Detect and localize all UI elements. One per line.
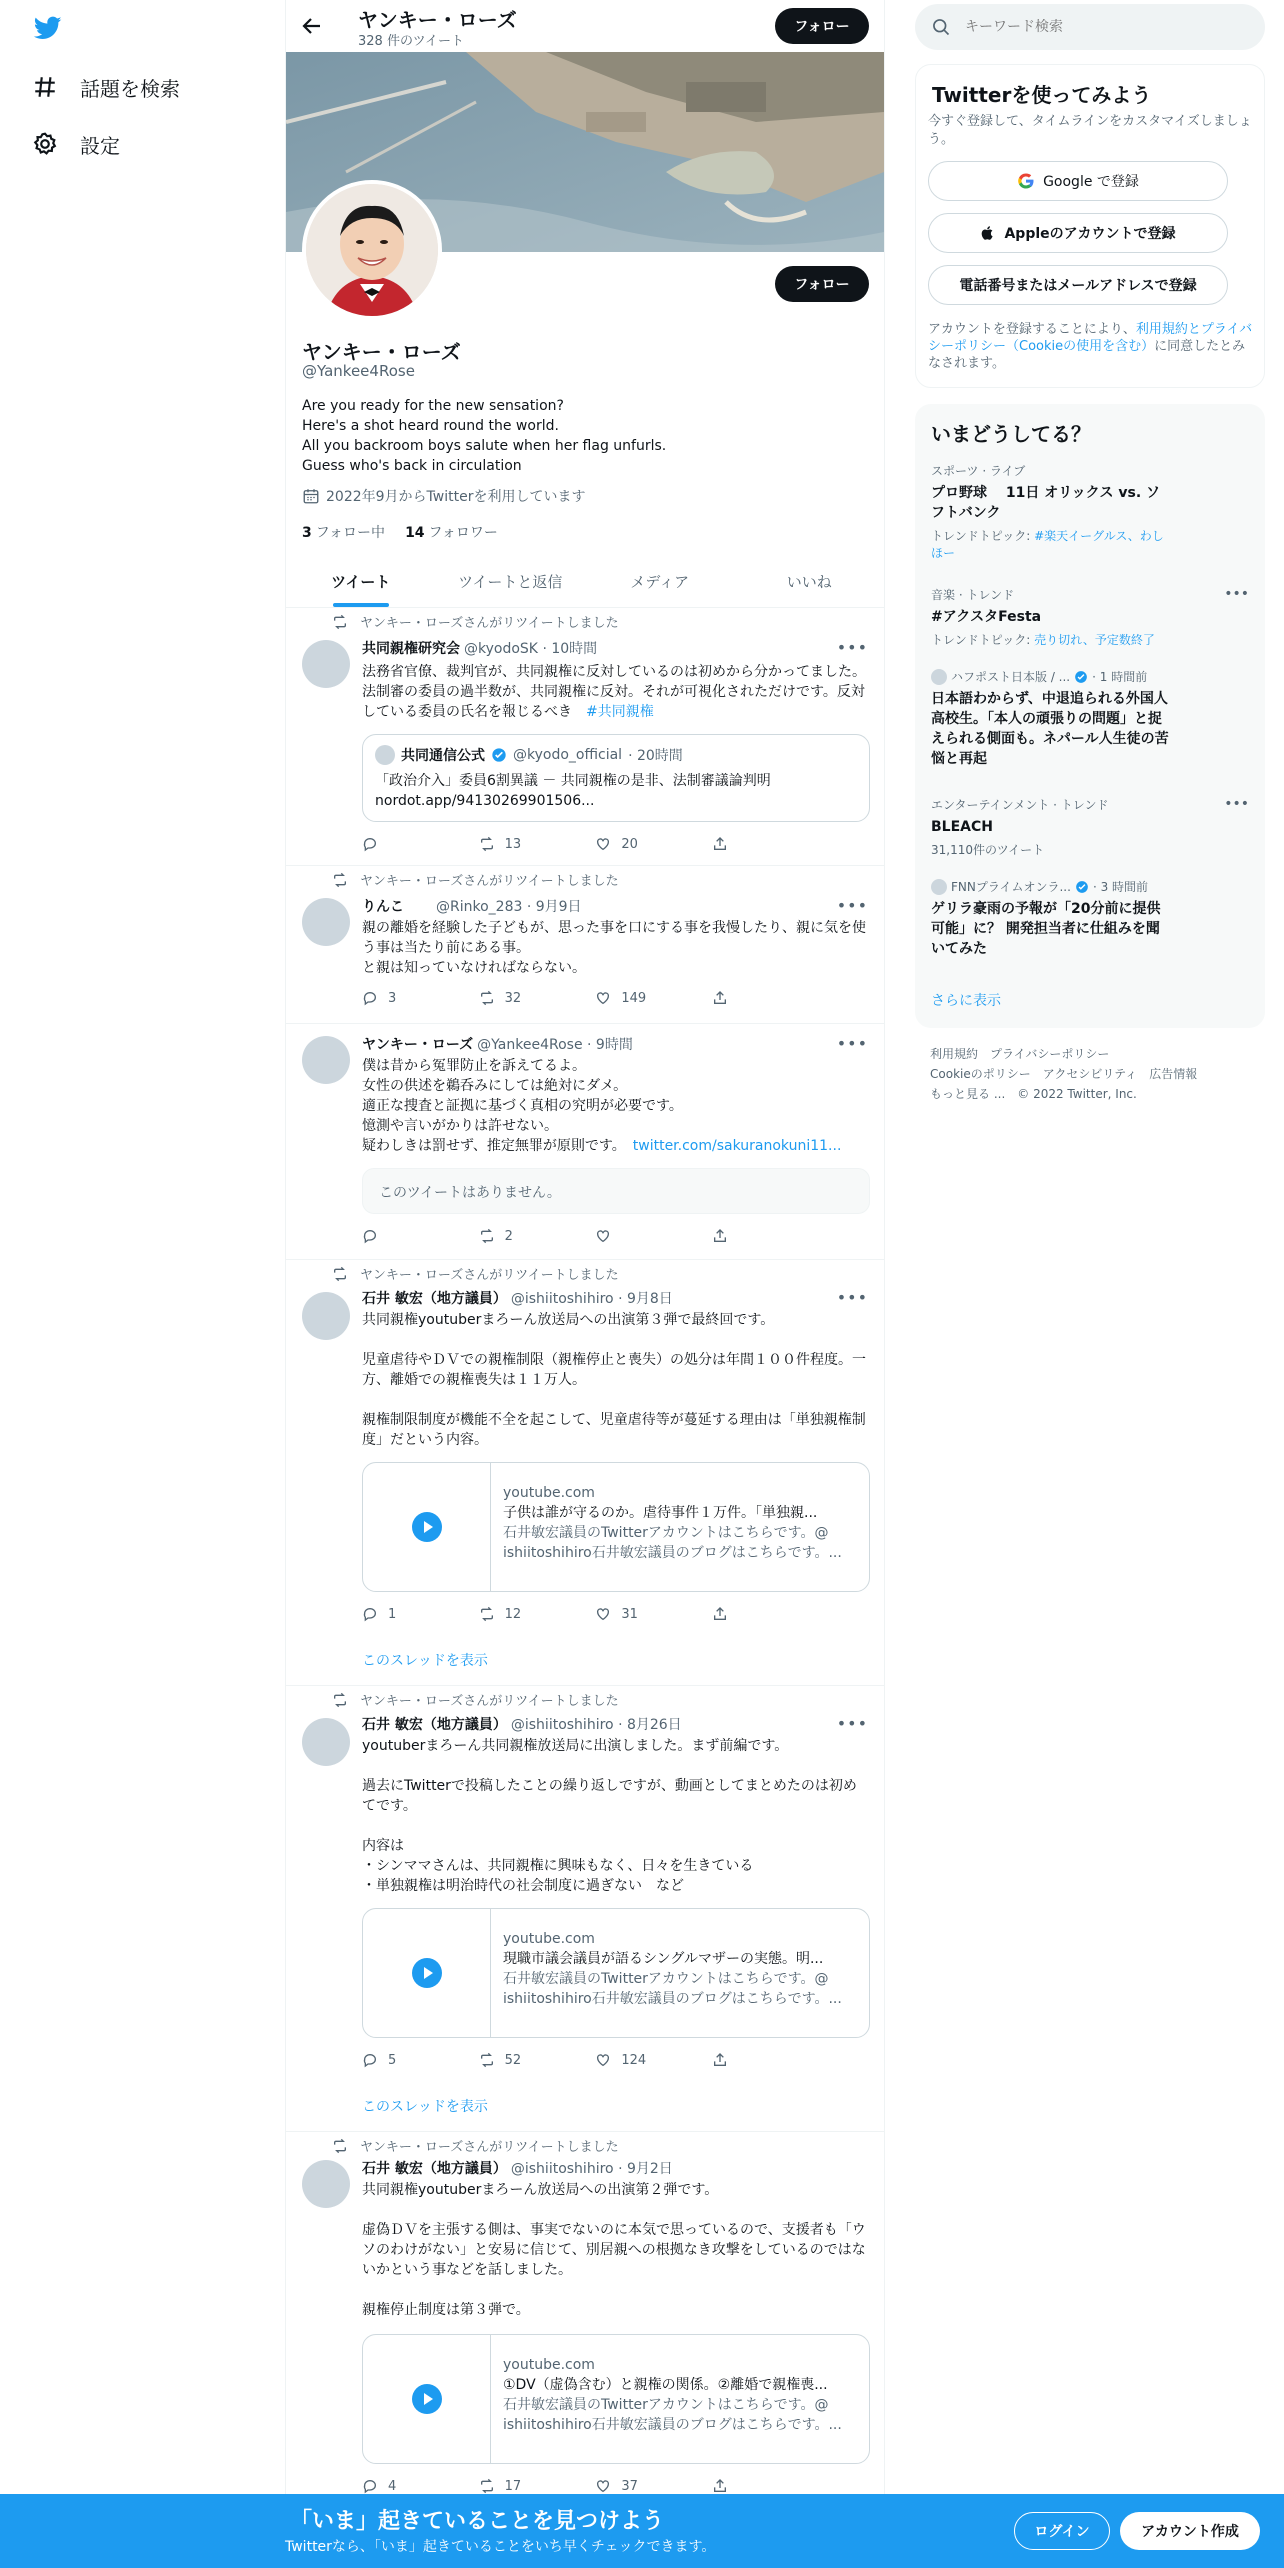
profile-follow-stats [302,522,498,542]
publisher-avatar [931,879,947,895]
trends-panel [915,404,1265,1028]
trend-title: BLEACH [931,819,993,835]
tweet-avatar[interactable] [302,1292,350,1340]
apple-icon [980,224,996,242]
quote-tweet[interactable] [362,734,870,822]
calendar-icon [302,487,320,505]
retweet-icon [479,1228,495,1244]
trend-item[interactable] [931,796,1249,858]
retweet-icon [332,2138,348,2154]
tweet-author-handle: @Yankee4Rose [477,1037,583,1053]
tweet-author-name[interactable]: 共同親権研究会 [362,641,460,657]
retweet-count: 32 [504,990,522,1006]
more-icon[interactable]: ••• [1224,586,1249,602]
signup-subtitle: 今すぐ登録して、タイムラインをカスタマイズしましょう。 [928,114,1252,147]
link-card[interactable] [362,1462,870,1592]
reply-button[interactable] [362,836,432,852]
signup-title: Twitterを使ってみよう [932,83,1152,107]
nav-explore[interactable] [32,67,180,107]
signup-terms [928,321,1254,372]
retweet-indicator [332,1264,619,1283]
trend-meta: エンターテインメント · トレンド [931,798,1109,812]
tweet-text: 親の離婚を経験した子どもが、思った事を口にする事を我慢したり、親に気を使う事は当たり前にある事。 と親は知っていなければならない。 [362,920,866,976]
link-card[interactable] [362,1908,870,2038]
followers-label: フォロワー [428,525,498,541]
trend-links[interactable]: 売り切れ、予定数終了 [1034,633,1155,647]
footer-link-terms[interactable]: 利用規約 [930,1047,979,1061]
followers-link[interactable] [405,522,498,542]
share-button[interactable] [712,1606,782,1622]
topbar-tweet-count: 328 件のツイート [358,34,465,49]
tweet-avatar[interactable] [302,1718,350,1766]
trend-item[interactable] [931,878,1249,959]
tweet-author-handle: @Rinko_283 [436,899,523,915]
tweet-header [362,1714,682,1734]
show-thread-link[interactable]: このスレッドを表示 [362,2099,488,2115]
twitter-logo-icon[interactable] [32,14,64,42]
quote-text: 「政治介入」委員6割異議 － 共同親権の是非、法制審議論判明 [375,773,771,789]
more-icon[interactable]: ••• [836,896,868,915]
share-button[interactable] [712,2052,782,2068]
avatar-image [306,184,438,316]
reply-icon [362,2478,378,2494]
tab-media[interactable]: メディア [630,573,690,591]
tweet[interactable] [286,1260,884,1686]
tab-likes[interactable]: いいね [786,573,832,591]
following-label: フォロー中 [315,525,386,541]
play-icon [412,1512,442,1542]
quote-avatar [375,745,395,765]
like-count: 20 [621,836,638,852]
tweet-text: 共同親権youtuberまろーん放送局への出演第２弾です。 虚偽ＤＶを主張する側は、事実でないのに本気で思っているので、支援者も「ウソのわけがない」と安易に信じて、別居親への根拠なき攻撃をしているのではないかという事などを話しました。 親権停止制度は第３弾で。 [362,2182,866,2318]
trend-title: ゲリラ豪雨の予報が「20分前に提供可能」に？ 開発担当者に仕組みを聞いてみた [931,901,1161,957]
retweet-indicator [332,2136,619,2155]
phone-email-signup-button[interactable]: 電話番号またはメールアドレスで登録 [928,265,1228,305]
retweet-count: 2 [504,1228,513,1244]
heart-icon [595,1606,611,1622]
tweet-author-name[interactable]: 石井 敏宏（地方議員） [362,1717,507,1733]
share-button[interactable] [712,2478,782,2494]
reply-button[interactable] [362,990,432,1006]
more-icon[interactable]: ••• [836,1714,868,1733]
more-icon[interactable]: ••• [836,638,868,657]
share-icon [712,1606,728,1622]
footer-links [930,1044,1260,1104]
tweet-hashtag[interactable]: #共同親権 [586,704,654,720]
tweet[interactable] [286,608,884,866]
quote-link: nordot.app/94130269901506... [375,793,595,809]
like-count: 31 [621,1606,638,1622]
trend-time: · 3 時間前 [1092,880,1149,894]
verified-badge-icon [1075,880,1089,894]
trend-title: #アクスタFesta [931,609,1042,625]
tweet-author-name[interactable]: りんこ [362,899,404,915]
reply-button[interactable] [362,1228,432,1244]
retweet-indicator [332,612,619,631]
tweet-author-handle: @kyodoSK [464,641,538,657]
tweet-link[interactable]: twitter.com/sakuranokuni11... [632,1138,842,1154]
card-title: ①DV（虚偽含む）と親権の関係。②離婚で親権喪... [503,2377,828,2393]
tab-tweets-and-replies[interactable]: ツイートと返信 [458,573,563,591]
quote-author-name: 共同通信公式 [401,748,485,764]
tweet-time[interactable]: · 9月2日 [618,2161,673,2177]
search-input[interactable] [965,19,1225,35]
gear-icon [32,131,58,157]
nav-settings-label: 設定 [80,133,120,158]
profile-topbar [286,0,884,52]
card-title: 現職市議会議員が語るシングルマザーの実態。明... [503,1951,824,1967]
play-icon [412,2384,442,2414]
profile-tabs [286,556,884,608]
tweet-actions [362,2052,782,2068]
apple-signup-button[interactable] [928,213,1228,253]
reply-count: 4 [388,2478,397,2494]
terms-prefix: アカウントを登録することにより、 [928,322,1136,337]
tweet-author-handle: @ishiitoshihiro [510,1717,614,1733]
heart-icon [595,990,611,1006]
reply-button[interactable] [362,2052,432,2068]
share-icon [712,990,728,1006]
card-description: ishiitoshihiro石井敏宏議員のブログはこちらです。... [503,1991,842,2007]
show-thread-link[interactable]: このスレッドを表示 [362,1653,488,1669]
tab-tweets[interactable]: ツイート [286,556,436,607]
topbar-name: ヤンキー・ローズ [358,8,517,32]
retweet-icon [479,1606,495,1622]
nav-explore-label: 話題を検索 [80,76,180,101]
trend-meta: 音楽 · トレンド [931,588,1015,602]
profile-bio: Are you ready for the new sensation? Here's a shot heard round the world. All you backroom boys salute when her flag unfurls. Guess who's back in circulation [302,398,667,474]
profile-joined [302,486,585,506]
google-icon [1017,172,1035,190]
profile-avatar[interactable] [302,180,442,320]
footer-link-accessibility[interactable]: アクセシビリティ [1042,1067,1138,1081]
terms-link[interactable]: 利用規約とプライバシーポリシー（Cookieの使用を含む） [928,322,1253,354]
retweet-indicator [332,870,619,889]
card-domain: youtube.com [503,2357,595,2373]
card-description: 石井敏宏議員のTwitterアカウントはこちらです。@ [503,1525,829,1541]
reply-count: 5 [388,2052,397,2068]
tweet[interactable] [286,866,884,1024]
tweet-text-body: 法務省官僚、裁判官が、共同親権に反対しているのは初めから分かってました。法制審の委員の過半数が、共同親権に反対。それが可視化されただけです。反対している委員の氏名を報じるべき [362,664,866,720]
tweet-text [362,662,870,722]
more-icon[interactable]: ••• [836,1034,868,1053]
tweet-text [362,1056,870,1156]
tweet-time[interactable]: · 9月8日 [618,1291,673,1307]
share-button[interactable] [712,836,782,852]
retweet-button[interactable] [479,1228,549,1244]
retweet-icon [479,2478,495,2494]
tweet-avatar[interactable] [302,2160,350,2208]
retweet-button[interactable] [479,1606,549,1622]
reply-icon [362,1228,378,1244]
footer-link-privacy[interactable]: プライバシーポリシー [990,1047,1110,1061]
trend-item[interactable] [931,586,1249,648]
reply-icon [362,2052,378,2068]
retweet-label: ヤンキー・ローズさんがリツイートしました [360,874,619,889]
login-prompt-title: 「いま」起きていることを見つけよう [290,2509,665,2534]
following-link[interactable] [302,522,385,542]
search-icon [931,17,951,37]
card-description: 石井敏宏議員のTwitterアカウントはこちらです。@ [503,2397,829,2413]
login-prompt-bar [0,2494,1284,2568]
trend-item[interactable] [931,462,1249,561]
retweet-icon [332,872,348,888]
tweet-text-body: 僕は昔から冤罪防止を訴えてるよ。 女性の供述を鵜呑みにしては絶対にダメ。 適正な捜査と証拠に基づく真相の究明が必要です。 憶測や言いがかりは許せない。 疑わしきは罰せず、推定無罪が原則です。 [362,1058,683,1154]
tweet-text: youtuberまろーん共同親権放送局に出演しました。まず前編です。 過去にTwitterで投稿したことの繰り返しですが、動画としてまとめたのは初めてです。 内容は ・シンママさんは、共同親権に興味もなく、日々を生きている ・単独親権は明治時代の社会制度に過ぎない など [362,1738,857,1894]
like-button[interactable] [595,1606,665,1622]
tweet[interactable] [286,1024,884,1260]
retweet-icon [332,1266,348,1282]
retweet-button[interactable] [479,2478,549,2494]
trend-links[interactable]: #楽天イーグルス、わしほー [931,529,1164,560]
topbar-follow-button[interactable]: フォロー [775,8,869,44]
verified-badge-icon [1074,670,1088,684]
trend-title: プロ野球 11日 オリックス vs. ソフトバンク [931,485,1161,521]
login-prompt-subtitle: Twitterなら、「いま」起きていることをいち早くチェックできます。 [285,2539,716,2555]
card-description: ishiitoshihiro石井敏宏議員のブログはこちらです。... [503,2417,842,2433]
reply-count: 3 [388,990,397,1006]
profile-column [285,0,885,2568]
retweet-label: ヤンキー・ローズさんがリツイートしました [360,616,619,631]
tweet-header [362,638,597,658]
retweet-button[interactable] [479,2052,549,2068]
tweet-actions [362,1606,782,1622]
card-description: 石井敏宏議員のTwitterアカウントはこちらです。@ [503,1971,829,1987]
heart-icon [595,836,611,852]
tweet-actions [362,2478,782,2494]
signup-button[interactable]: アカウント作成 [1120,2512,1260,2550]
reply-count: 1 [388,1606,397,1622]
retweet-label: ヤンキー・ローズさんがリツイートしました [360,2140,619,2155]
tweet-time[interactable]: · 9月9日 [526,899,582,915]
footer-link-cookies[interactable]: Cookieのポリシー [930,1067,1031,1081]
retweet-button[interactable] [479,990,549,1006]
publisher-avatar [931,669,947,685]
share-button[interactable] [712,990,782,1006]
like-count: 124 [621,2052,647,2068]
card-thumbnail [363,1463,491,1591]
trend-sub: 31,110件のツイート [931,843,1045,857]
card-title: 子供は誰が守るのか。虐待事件１万件。「単独親... [503,1505,818,1521]
more-icon[interactable]: ••• [1224,796,1249,812]
tweet-header [362,1034,633,1054]
trend-sub: トレンドトピック: [931,633,1035,647]
card-text [503,1929,859,2009]
retweet-icon [332,1692,348,1708]
card-text [503,2355,859,2435]
profile-joined-text: 2022年9月からTwitterを利用しています [326,489,586,505]
signup-panel [915,64,1265,388]
retweet-button[interactable] [479,836,549,852]
tweet-header [362,2158,673,2178]
trend-time: · 1 時間前 [1092,670,1148,684]
apple-signup-label: Appleのアカウントで登録 [1004,226,1176,242]
more-icon[interactable]: ••• [836,1288,868,1307]
quote-author-handle: @kyodo_official [513,747,623,763]
share-icon [712,2478,728,2494]
tweet-time[interactable]: · 9時間 [587,1037,633,1053]
trend-title: 日本語わからず、中退追られる外国人高校生。「本人の頑張りの問題」と捉えられる側面も。ネパール人生徒の苦悩と再起 [931,691,1169,767]
like-button[interactable] [595,2052,665,2068]
profile-follow-button[interactable]: フォロー [775,266,869,302]
tweet-avatar[interactable] [302,640,350,688]
like-button[interactable] [595,990,665,1006]
reply-icon [362,990,378,1006]
quote-time: · 20時間 [628,748,683,764]
card-thumbnail [363,1909,491,2037]
retweet-count: 13 [504,836,522,852]
trends-title: いまどうしてる？ [931,422,1091,446]
heart-icon [595,1228,611,1244]
unavailable-quote: このツイートはありません。 [362,1168,870,1214]
tweet-header [362,896,582,916]
footer-copyright: © 2022 Twitter, Inc. [1017,1087,1137,1101]
like-count: 149 [621,990,647,1006]
hashtag-icon [32,74,58,100]
retweet-count: 52 [504,2052,522,2068]
tweet-avatar[interactable] [302,898,350,946]
retweet-label: ヤンキー・ローズさんがリツイートしました [360,1268,619,1283]
trend-meta: FNNプライムオンラ... [951,880,1071,894]
trend-item[interactable] [931,668,1249,769]
footer-link-ads[interactable]: 広告情報 [1149,1067,1198,1081]
tweet-author-handle: @ishiitoshihiro [510,1291,614,1307]
tweet-author-name[interactable]: 石井 敏宏（地方議員） [362,1291,507,1307]
retweet-label: ヤンキー・ローズさんがリツイートしました [360,1694,619,1709]
tweet-author-name[interactable]: ヤンキー・ローズ [362,1037,474,1053]
like-button[interactable] [595,1228,665,1244]
trend-meta: スポーツ · ライブ [931,464,1026,478]
verified-badge-icon [491,747,507,763]
tweet-actions [362,836,782,852]
like-count: 37 [621,2478,638,2494]
heart-icon [595,2052,611,2068]
retweet-icon [479,836,495,852]
tweet-text: 共同親権youtuberまろーん放送局への出演第３弾で最終回です。 児童虐待やＤＶでの親権制限（親権停止と喪失）の処分は年間１００件程度。一方、離婚での親権喪失は１１万人。 親権制限制度が機能不全を起こして、児童虐待等が蔓延する理由は「単独親権制度」だという内容。 [362,1312,866,1448]
card-text [503,1483,859,1563]
reply-icon [362,836,378,852]
profile-handle: @Yankee4Rose [302,362,415,380]
trend-sub: トレンドトピック: [931,529,1035,543]
tweet-time[interactable]: · 8月26日 [618,1717,682,1733]
card-description: ishiitoshihiro石井敏宏議員のブログはこちらです。... [503,1545,842,1561]
search-box[interactable] [915,4,1265,50]
tweet[interactable] [286,1686,884,2132]
share-button[interactable] [712,1228,782,1244]
retweet-icon [332,614,348,630]
tweet-header [362,1288,673,1308]
tweet-actions [362,990,782,1006]
tweet-avatar[interactable] [302,1036,350,1084]
show-more-link[interactable]: さらに表示 [931,993,1001,1009]
google-signup-button[interactable] [928,161,1228,201]
like-button[interactable] [595,836,665,852]
followers-count: 14 [405,525,425,541]
footer-link-more[interactable]: もっと見る ... [930,1087,1006,1101]
login-button[interactable]: ログイン [1014,2512,1110,2550]
link-card[interactable] [362,2334,870,2464]
tweet-time[interactable]: · 10時間 [542,641,598,657]
heart-icon [595,2478,611,2494]
reply-button[interactable] [362,2478,432,2494]
share-icon [712,1228,728,1244]
google-signup-label: Google で登録 [1043,174,1139,190]
profile-name: ヤンキー・ローズ [302,340,461,364]
retweet-count: 17 [504,2478,522,2494]
retweet-icon [479,990,495,1006]
share-icon [712,2052,728,2068]
like-button[interactable] [595,2478,665,2494]
retweet-count: 12 [504,1606,522,1622]
tweet-author-name[interactable]: 石井 敏宏（地方議員） [362,2161,507,2177]
nav-settings[interactable] [32,124,120,164]
reply-button[interactable] [362,1606,432,1622]
tweet-author-handle: @ishiitoshihiro [510,2161,614,2177]
card-thumbnail [363,2335,491,2463]
tweet-actions [362,1228,782,1244]
play-icon [412,1958,442,1988]
retweet-indicator [332,1690,619,1709]
reply-icon [362,1606,378,1622]
terms-suffix: に同意したとみなされます。 [928,339,1246,371]
trend-meta: ハフポスト日本版 / ... [951,670,1071,684]
card-domain: youtube.com [503,1485,595,1501]
retweet-icon [479,2052,495,2068]
following-count: 3 [302,525,312,541]
back-arrow-icon[interactable] [300,14,324,38]
card-domain: youtube.com [503,1931,595,1947]
share-icon [712,836,728,852]
